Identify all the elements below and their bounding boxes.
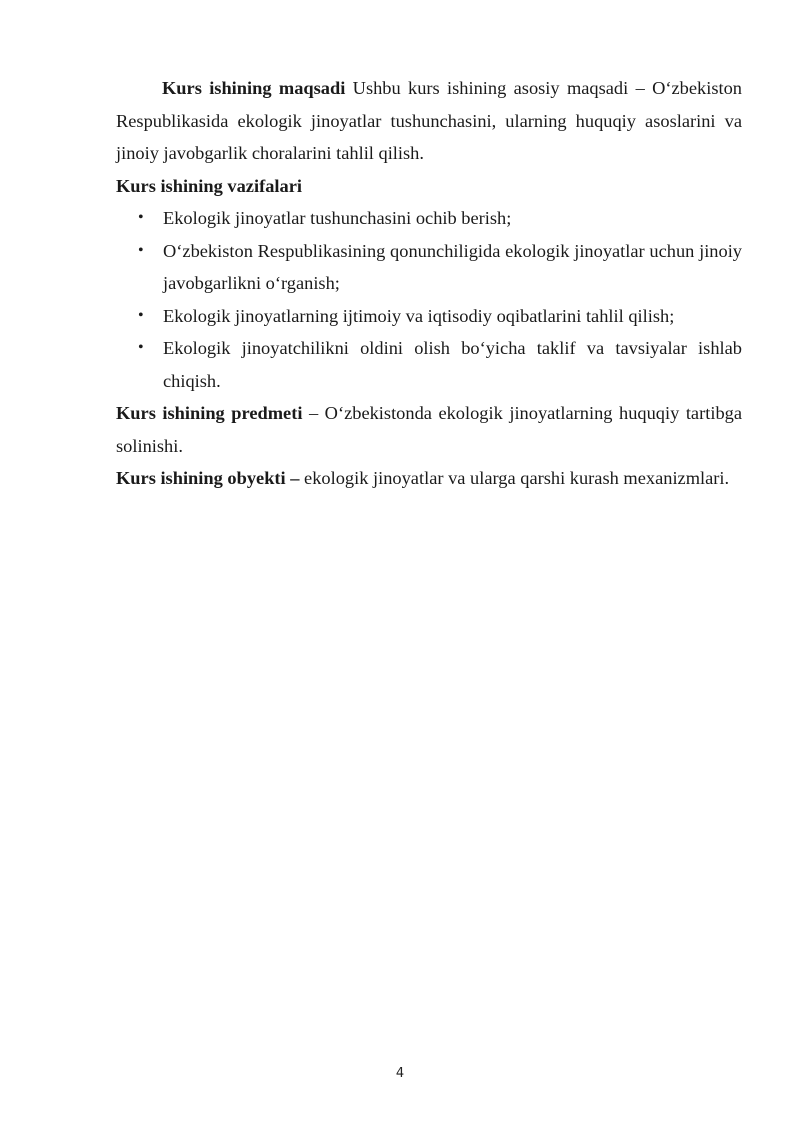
tasks-list xyxy=(116,202,742,397)
bullet-icon: • xyxy=(138,306,144,324)
subject-heading: Kurs ishining predmeti xyxy=(116,403,303,423)
object-heading: Kurs ishining obyekti – xyxy=(116,468,300,488)
object-text: ekologik jinoyatlar va ularga qarshi kurash mexanizmlari. xyxy=(299,468,730,488)
aim-heading: Kurs ishining maqsadi xyxy=(162,78,346,98)
list-item xyxy=(116,300,742,333)
task-text: Ekologik jinoyatlar tushunchasini ochib berish; xyxy=(163,208,512,228)
tasks-heading-paragraph xyxy=(116,170,742,203)
task-text: O‘zbekiston Respublikasining qonunchiligida ekologik jinoyatlar uchun jinoiy javobgarlikni o‘rganish; xyxy=(163,240,742,293)
aim-paragraph xyxy=(116,72,742,170)
list-item xyxy=(116,202,742,235)
bullet-icon: • xyxy=(138,241,144,259)
task-text: Ekologik jinoyatlarning ijtimoiy va iqtisodiy oqibatlarini tahlil qilish; xyxy=(163,305,675,326)
tasks-heading: Kurs ishining vazifalari xyxy=(116,175,302,196)
list-item xyxy=(116,235,742,300)
aim-text: Ushbu kurs ishining asosiy maqsadi – O‘zbekiston Respublikasida ekologik jinoyatlar tushunchasini, ularning huquqiy asoslarini va jinoiy javobgarlik choralarini tahlil qilish. xyxy=(116,78,742,163)
list-item xyxy=(116,332,742,397)
page-number: 4 xyxy=(395,1066,405,1081)
subject-paragraph xyxy=(116,397,742,462)
task-text: Ekologik jinoyatchilikni oldini olish bo‘yicha taklif va tavsiyalar ishlab chiqish. xyxy=(163,338,742,391)
object-paragraph xyxy=(116,462,742,495)
page-content xyxy=(116,72,742,495)
bullet-icon: • xyxy=(138,209,144,226)
subject-text: – O‘zbekistonda ekologik jinoyatlarning huquqiy tartibga solinishi. xyxy=(116,403,742,456)
bullet-icon: • xyxy=(138,339,144,356)
